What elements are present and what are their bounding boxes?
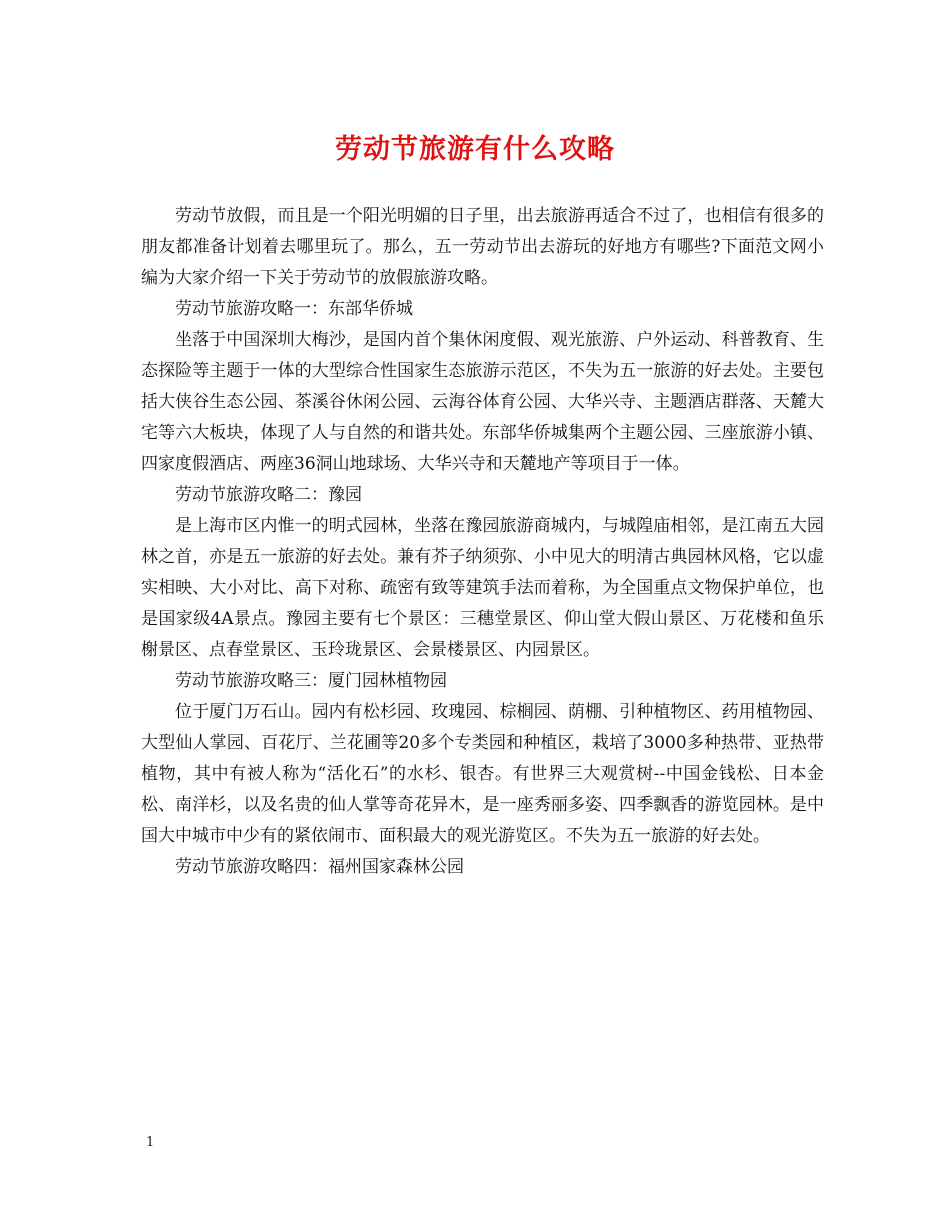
- section-paragraph-1: 坐落于中国深圳大梅沙，是国内首个集休闲度假、观光旅游、户外运动、科普教育、生态探险等主题于一体的大型综合性国家生态旅游示范区，不失为五一旅游的好去处。主要包括大侠谷生态公园、茶溪谷休闲公园、云海谷体育公园、大华兴寺、主题酒店群落、天麓大宅等六大板块，体现了人与自然的和谐共处。东部华侨城集两个主题公园、三座旅游小镇、四家度假酒店、两座36洞山地球场、大华兴寺和天麓地产等项目于一体。: [141, 330, 824, 474]
- section-heading-1: 劳动节旅游攻略一：东部华侨城: [175, 299, 413, 319]
- page-title: 劳动节旅游有什么攻略: [335, 134, 615, 165]
- section-heading-2: 劳动节旅游攻略二：豫园: [175, 485, 362, 505]
- section-paragraph-2: 是上海市区内惟一的明式园林，坐落在豫园旅游商城内，与城隍庙相邻，是江南五大园林之首，亦是五一旅游的好去处。兼有芥子纳须弥、小中见大的明清古典园林风格，它以虚实相映、大小对比、高下对称、疏密有致等建筑手法而着称，为全国重点文物保护单位，也是国家级4A景点。豫园主要有七个景区：三穗堂景区、仰山堂大假山景区、万花楼和鱼乐榭景区、点春堂景区、玉玲珑景区、会景楼景区、内园景区。: [141, 516, 824, 660]
- document-body: [141, 201, 824, 883]
- section-heading-3: 劳动节旅游攻略三：厦门园林植物园: [175, 671, 447, 691]
- section-heading-4: 劳动节旅游攻略四：福州国家森林公园: [175, 857, 464, 877]
- page-number: 1: [146, 1135, 155, 1150]
- intro-paragraph: 劳动节放假，而且是一个阳光明媚的日子里，出去旅游再适合不过了，也相信有很多的朋友都准备计划着去哪里玩了。那么，五一劳动节出去游玩的好地方有哪些?下面范文网小编为大家介绍一下关于劳动节的放假旅游攻略。: [141, 206, 824, 288]
- section-paragraph-3: 位于厦门万石山。园内有松杉园、玫瑰园、棕榈园、荫棚、引种植物区、药用植物园、大型仙人掌园、百花厅、兰花圃等20多个专类园和种植区，栽培了3000多种热带、亚热带植物，其中有被人称为“活化石”的水杉、银杏。有世界三大观赏树--中国金钱松、日本金松、南洋杉，以及名贵的仙人掌等奇花异木，是一座秀丽多姿、四季飘香的游览园林。是中国大中城市中少有的紧依闹市、面积最大的观光游览区。不失为五一旅游的好去处。: [141, 702, 824, 846]
